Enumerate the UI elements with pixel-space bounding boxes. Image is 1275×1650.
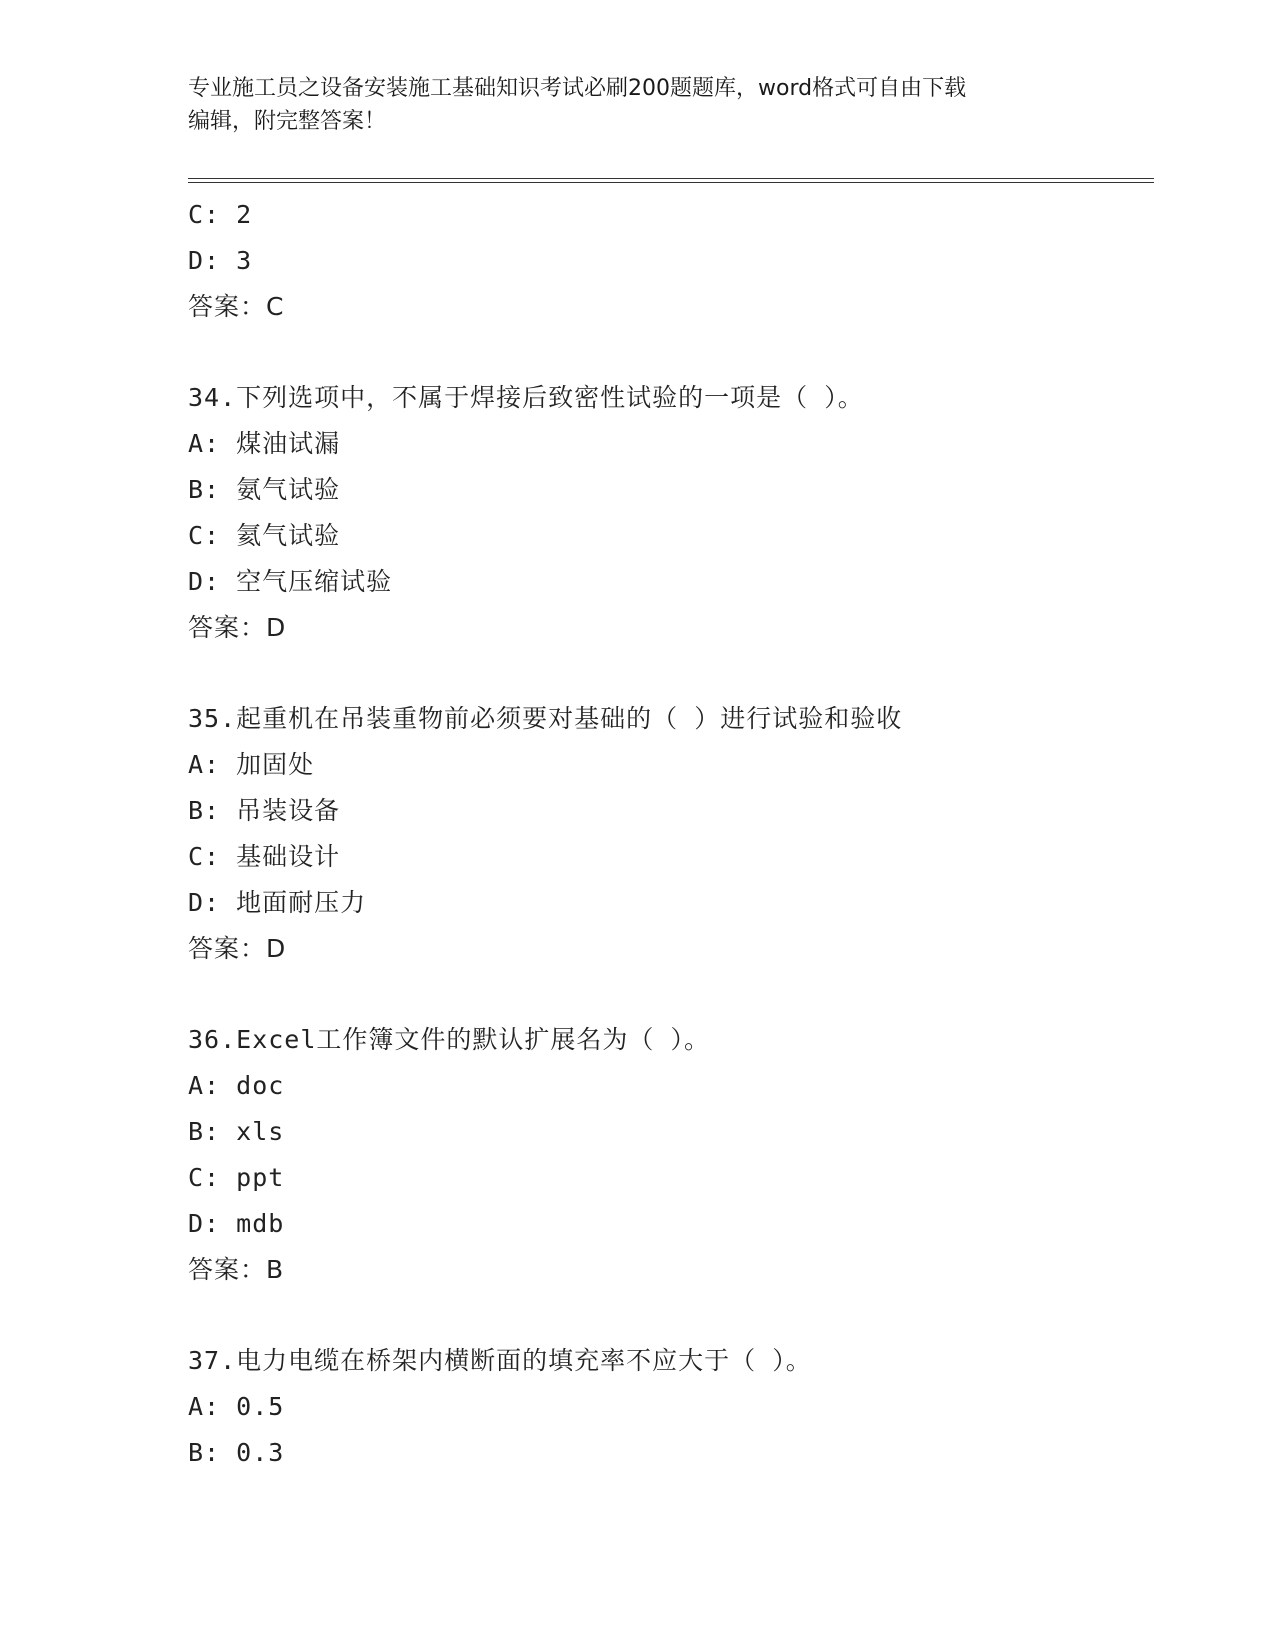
answer-line: 答案：D [188,934,287,963]
option-d: D: 空气压缩试验 [188,567,393,596]
leading-question-fragment [188,192,1148,330]
question-stem: 35.起重机在吊装重物前必须要对基础的（ ）进行试验和验收 [188,704,903,733]
question-stem: 36.Excel工作簿文件的默认扩展名为（ ）。 [188,1025,710,1054]
header-title-line-2: 编辑，附完整答案！ [188,109,387,134]
option-c: C: ppt [188,1163,285,1192]
option-a: A: 0.5 [188,1392,285,1421]
option-d: D: 地面耐压力 [188,888,367,917]
option-c: C: 2 [188,200,253,229]
question-36 [188,1017,1148,1293]
option-c: C: 基础设计 [188,842,341,871]
header-title-line-1: 专业施工员之设备安装施工基础知识考试必刷200题题库，word格式可自由下载 [188,76,967,101]
option-d: D: mdb [188,1209,285,1238]
question-37 [188,1338,1148,1476]
answer-line: 答案：C [188,292,285,321]
option-a: A: 煤油试漏 [188,429,341,458]
question-35 [188,696,1148,972]
option-b: B: xls [188,1117,285,1146]
question-34 [188,375,1148,651]
option-b: B: 氨气试验 [188,475,341,504]
document-header [188,72,1088,138]
option-c: C: 氦气试验 [188,521,341,550]
option-b: B: 吊装设备 [188,796,341,825]
answer-line: 答案：D [188,613,287,642]
question-list [188,192,1148,1476]
question-stem: 34.下列选项中，不属于焊接后致密性试验的一项是（ ）。 [188,383,864,412]
header-divider [188,178,1154,183]
option-a: A: 加固处 [188,750,315,779]
option-d: D: 3 [188,246,253,275]
option-b: B: 0.3 [188,1438,285,1467]
question-stem: 37.电力电缆在桥架内横断面的填充率不应大于（ ）。 [188,1346,812,1375]
option-a: A: doc [188,1071,285,1100]
answer-line: 答案：B [188,1255,285,1284]
